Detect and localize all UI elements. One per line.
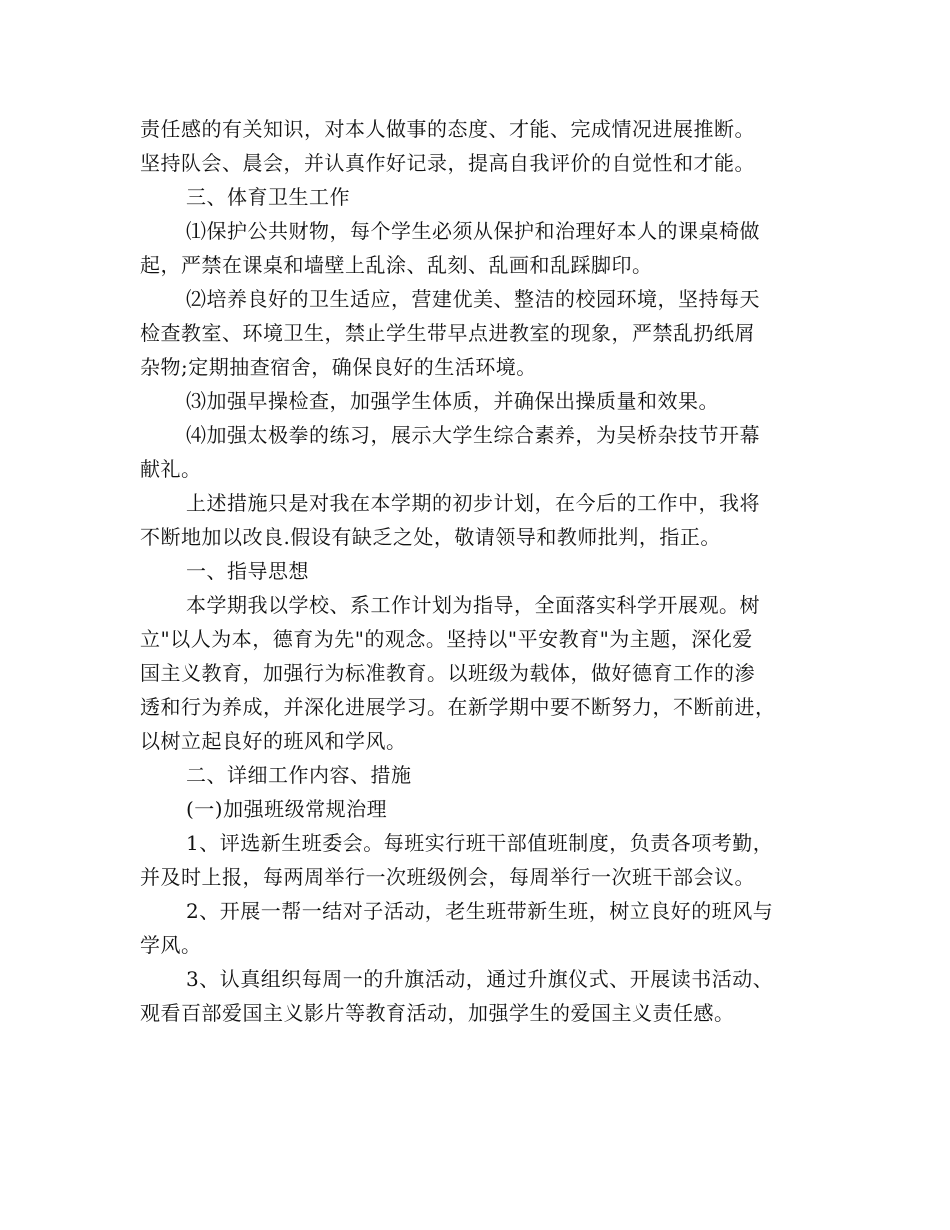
text-line: 国主义教育，加强行为标准教育。以班级为载体，做好德育工作的渗	[140, 661, 755, 685]
text-line: 杂物;定期抽查宿舍，确保良好的生活环境。	[140, 355, 537, 379]
text-line: 献礼。	[140, 457, 202, 481]
text-line: 立"以人为本，德育为先"的观念。坚持以"平安教育"为主题，深化爱	[140, 627, 753, 651]
paragraph	[140, 826, 830, 894]
text-line: 并及时上报，每两周举行一次班级例会，每周举行一次班干部会议。	[140, 865, 755, 889]
document-body	[140, 112, 830, 1030]
text-line: 责任感的有关知识，对本人做事的态度、才能、完成情况进展推断。	[140, 117, 755, 141]
text-line: 以树立起良好的班风和学风。	[140, 729, 407, 753]
text-line: 二、详细工作内容、措施	[186, 763, 412, 787]
text-line: ⑶加强早操检查，加强学生体质，并确保出操质量和效果。	[186, 389, 719, 413]
text-line: 坚持队会、晨会，并认真作好记录，提高自我评价的自觉性和才能。	[140, 151, 755, 175]
text-line: 三、体育卫生工作	[186, 185, 350, 209]
text-line: 3、认真组织每周一的升旗活动，通过升旗仪式、开展读书活动、	[186, 967, 774, 991]
text-line: 本学期我以学校、系工作计划为指导，全面落实科学开展观。树	[186, 593, 760, 617]
text-line: 2、开展一帮一结对子活动，老生班带新生班，树立良好的班风与	[186, 899, 774, 923]
paragraph	[140, 894, 830, 962]
text-line: 学风。	[140, 933, 202, 957]
text-line: 起，严禁在课桌和墙壁上乱涂、乱刻、乱画和乱踩脚印。	[140, 253, 653, 277]
paragraph	[140, 282, 830, 384]
paragraph	[140, 792, 830, 826]
text-line: ⑴保护公共财物，每个学生必须从保护和治理好本人的课桌椅做	[186, 219, 760, 243]
paragraph	[140, 758, 830, 792]
text-line: 1、评选新生班委会。每班实行班干部值班制度，负责各项考勤，	[186, 831, 774, 855]
paragraph	[140, 214, 830, 282]
text-line: 一、指导思想	[186, 559, 309, 583]
paragraph	[140, 180, 830, 214]
text-line: 上述措施只是对我在本学期的初步计划，在今后的工作中，我将	[186, 491, 760, 515]
paragraph	[140, 554, 830, 588]
paragraph	[140, 962, 830, 1030]
paragraph	[140, 384, 830, 418]
text-line: ⑵培养良好的卫生适应，营建优美、整洁的校园环境，坚持每天	[186, 287, 760, 311]
text-line: 透和行为养成，并深化进展学习。在新学期中要不断努力，不断前进，	[140, 695, 776, 719]
text-line: 观看百部爱国主义影片等教育活动，加强学生的爱国主义责任感。	[140, 1001, 735, 1025]
paragraph	[140, 112, 830, 180]
paragraph	[140, 418, 830, 486]
text-line: ⑷加强太极拳的练习，展示大学生综合素养，为吴桥杂技节开幕	[186, 423, 760, 447]
paragraph	[140, 486, 830, 554]
text-line: (一)加强班级常规治理	[186, 797, 388, 821]
paragraph	[140, 588, 830, 758]
text-line: 不断地加以改良.假设有缺乏之处，敬请领导和教师批判，指正。	[140, 525, 721, 549]
text-line: 检查教室、环境卫生，禁止学生带早点进教室的现象，严禁乱扔纸屑	[140, 321, 755, 345]
